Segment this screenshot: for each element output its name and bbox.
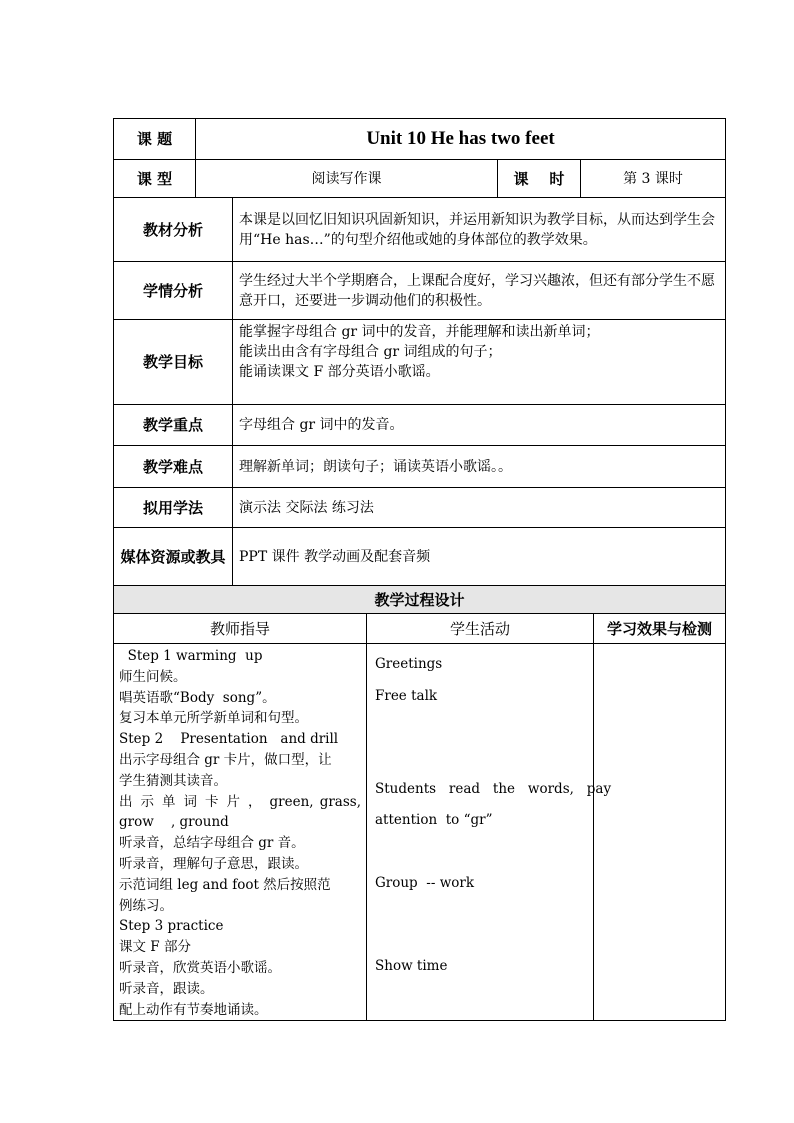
type-value: 阅读写作课	[196, 160, 498, 198]
column-header-teacher: 教师指导	[114, 614, 367, 644]
teacher-line: Step 3 practice	[119, 918, 224, 935]
row-label-key-points: 教学重点	[114, 405, 233, 446]
column-header-effect: 学习效果与检测	[594, 614, 726, 644]
row-label-difficulties: 教学难点	[114, 446, 233, 488]
type-label: 课 型	[114, 160, 196, 198]
lesson-info-table	[113, 118, 726, 586]
teacher-line: grow , ground	[119, 814, 229, 831]
row-label-students: 学情分析	[114, 262, 233, 320]
teacher-line: 复习本单元所学新单词和句型。	[119, 710, 308, 727]
learning-effect-cell	[594, 644, 726, 1021]
student-activity-cell	[367, 644, 612, 1021]
student-activity: Greetings	[375, 656, 443, 672]
row-text-difficulties: 理解新单词；朗读句子；诵读英语小歌谣。。	[233, 446, 726, 488]
row-label-goals: 教学目标	[114, 320, 233, 405]
lesson-plan-document	[113, 118, 725, 1021]
column-header-student: 学生活动	[367, 614, 594, 644]
row-label-media: 媒体资源或教具	[114, 528, 233, 586]
teacher-line: 例练习。	[119, 897, 173, 914]
teacher-line: Step 1 warming up	[119, 648, 263, 664]
student-activity: Free talk	[375, 688, 438, 704]
title-label: 课 题	[114, 119, 196, 160]
row-text-methods: 演示法 交际法 练习法	[233, 488, 726, 528]
row-text-media: PPT 课件 教学动画及配套音频	[233, 528, 726, 586]
student-activity: Group -- work	[375, 875, 475, 891]
teacher-line: 出示字母组合 gr 卡片，做口型，让	[119, 751, 332, 768]
row-label-material: 教材分析	[114, 198, 233, 262]
student-activity: Students read the words, pay	[375, 781, 612, 797]
goal-item: 能诵读课文 F 部分英语小歌谣。	[239, 364, 440, 380]
teacher-line: Step 2 Presentation and drill	[119, 731, 339, 748]
lesson-title: Unit 10 He has two feet	[196, 119, 726, 160]
period-label: 课 时	[498, 160, 581, 198]
goal-item: 能读出由含有字母组合 gr 词组成的句子；	[239, 344, 502, 360]
process-section-title: 教学过程设计	[114, 586, 726, 614]
teacher-guidance-cell	[114, 644, 367, 1021]
teacher-line: 听录音，总结字母组合 gr 音。	[119, 835, 305, 852]
teacher-line: 听录音，跟读。	[119, 980, 214, 997]
teacher-line: 出 示 单 词 卡 片 ， green, grass,	[119, 793, 361, 810]
teacher-line: 学生猜测其读音。	[119, 772, 227, 789]
student-activity: attention to “gr”	[375, 812, 493, 828]
row-label-methods: 拟用学法	[114, 488, 233, 528]
teacher-line: 唱英语歌“Body song”。	[119, 689, 276, 706]
process-table	[113, 585, 726, 1021]
student-activity: Show time	[375, 958, 448, 974]
teacher-line: 示范词组 leg and foot 然后按照范	[119, 876, 331, 893]
row-text-students: 学生经过大半个学期磨合，上课配合度好，学习兴趣浓，但还有部分学生不愿意开口，还要进一步调动他们的积极性。	[233, 262, 726, 320]
teacher-line: 课文 F 部分	[119, 939, 191, 956]
goal-item: 能掌握字母组合 gr 词中的发音，并能理解和读出新单词；	[239, 324, 600, 340]
row-goals-list	[233, 320, 726, 405]
teacher-line: 师生问候。	[119, 668, 187, 685]
teacher-line: 配上动作有节奏地诵读。	[119, 1001, 268, 1018]
teacher-line: 听录音，欣赏英语小歌谣。	[119, 959, 281, 976]
row-text-key-points: 字母组合 gr 词中的发音。	[233, 405, 726, 446]
teacher-line: 听录音，理解句子意思，跟读。	[119, 855, 308, 872]
row-text-material: 本课是以回忆旧知识巩固新知识，并运用新知识为教学目标，从而达到学生会用“He has…”的句型介绍他或她的身体部位的教学效果。	[233, 198, 726, 262]
period-value: 第 3 课时	[581, 160, 726, 198]
